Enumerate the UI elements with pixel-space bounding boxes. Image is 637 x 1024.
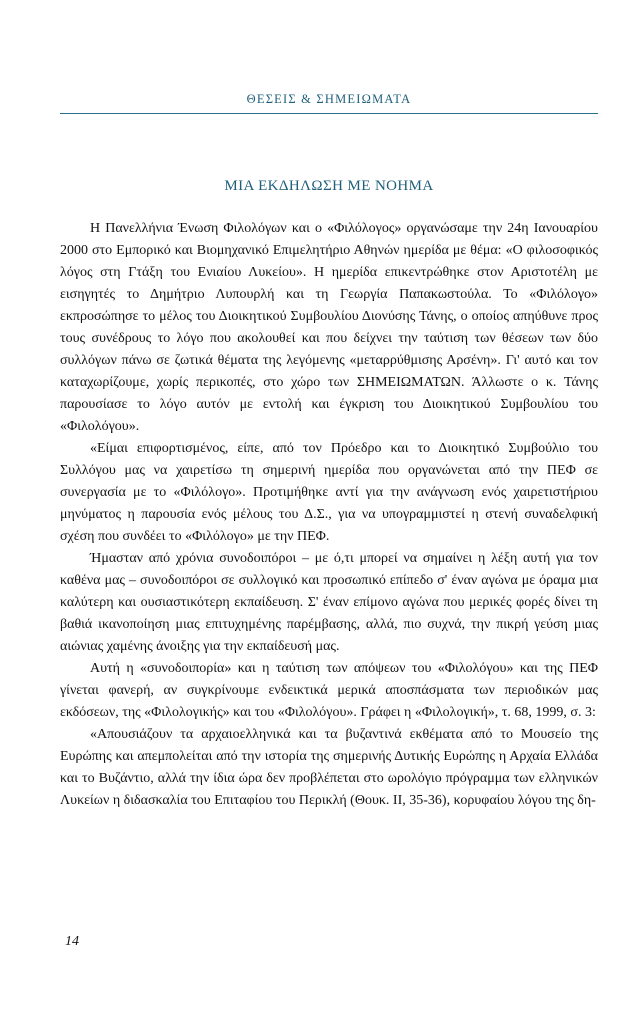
running-header: ΘΕΣΕΙΣ & ΣΗΜΕΙΩΜΑΤΑ	[246, 92, 412, 106]
paragraph: Η Πανελλήνια Ένωση Φιλολόγων και ο «Φιλόλογος» οργανώσαμε την 24η Ιανουαρίου 2000 στο Εμπορικό και Βιομηχανικό Επιμελητήριο Αθηνών ημερίδα με θέμα: «Ο φιλοσοφικός λόγος στη Γτάξη του Ενιαίου Λυκείου». Η ημερίδα επικεντρώθηκε στον Αριστοτέλη με εισηγητές το Δημήτριο Λυπουρλή και τη Γεωργία Παπακωστούλα. Το «Φιλόλογο» εκπροσώπησε το μέλος του Διοικητικού Συμβουλίου Διονύσης Τάνης, ο οποίος απηύθυνε προς τους συνέδρους το λόγο που ακολουθεί και που δείχνει την ταύτιση των θέσεων των δύο συλλόγων πάνω σε ζωτικά θέματα της λεγόμενης «μεταρρύθμισης Αρσένη». Γι' αυτό και τον καταχωρίζουμε, χωρίς περικοπές, στο χώρο των ΣΗΜΕΙΩΜΑΤΩΝ. Άλλωστε ο κ. Τάνης παρουσίασε το λόγο αυτόν με εντολή και έγκριση του Διοικητικού Συμβουλίου του «Φιλολόγου».	[60, 221, 598, 434]
paragraph: Ήμασταν από χρόνια συνοδοιπόροι – με ό,τι μπορεί να σημαίνει η λέξη αυτή για τον καθένα μας – συνοδοιπόροι σε συλλογικό και προσωπικό επίπεδο σ' έναν αγώνα με όραμα μια καλύτερη και ουσιαστικότερη εκπαίδευση. Σ' έναν επίμονο αγώνα που μερικές φορές δίνει τη βαθιά ικανοποίηση μιας επιτυχημένης παρέμβασης, αλλά, πιο συχνά, την πικρή γεύση μιας αιώνιας χαμένης άνοιξης για την εκπαίδευσή μας.	[60, 551, 598, 654]
paragraph: «Απουσιάζουν τα αρχαιοελληνικά και τα βυζαντινά εκθέματα από το Μουσείο της Ευρώπης και απεμπολείται από την ιστορία της σημερινής Δυτικής Ευρώπης η Αρχαία Ελλάδα και το Βυζάντιο, αλλά την ίδια ώρα δεν προβλέπεται στο ωρολόγιο πρόγραμμα των ελληνικών Λυκείων η διδασκαλία του Επιταφίου του Περικλή (Θουκ. ΙΙ, 35-36), κορυφαίου λόγου της δη-	[60, 727, 598, 808]
header-divider	[60, 113, 598, 114]
paragraph: «Είμαι επιφορτισμένος, είπε, από τον Πρόεδρο και το Διοικητικό Συμβούλιο του Συλλόγου μας να χαιρετίσω τη σημερινή ημερίδα που οργανώνεται από την ΠΕΦ σε συνεργασία με το «Φιλόλογο». Προτιμήθηκε αντί για την ανάγνωση ενός χαιρετιστήριου μηνύματος η παρουσία ενός μέλους του Δ.Σ., για να υπογραμμιστεί η στενή συναδελφική σχέση που συνδέει το «Φιλόλογο» με την ΠΕΦ.	[60, 441, 598, 544]
paragraph: Αυτή η «συνοδοιπορία» και η ταύτιση των απόψεων του «Φιλολόγου» και της ΠΕΦ γίνεται φανερή, αν συγκρίνουμε ενδεικτικά μερικά αποσπάσματα των περιοδικών μας εκδόσεων, της «Φιλολογικής» και του «Φιλολόγου». Γράφει η «Φιλολογική», τ. 68, 1999, σ. 3:	[60, 661, 598, 720]
article-body	[60, 218, 598, 812]
page-number: 14	[65, 934, 79, 949]
article-title: ΜΙΑ ΕΚΔΗΛΩΣΗ ΜΕ ΝΟΗΜΑ	[224, 178, 434, 194]
